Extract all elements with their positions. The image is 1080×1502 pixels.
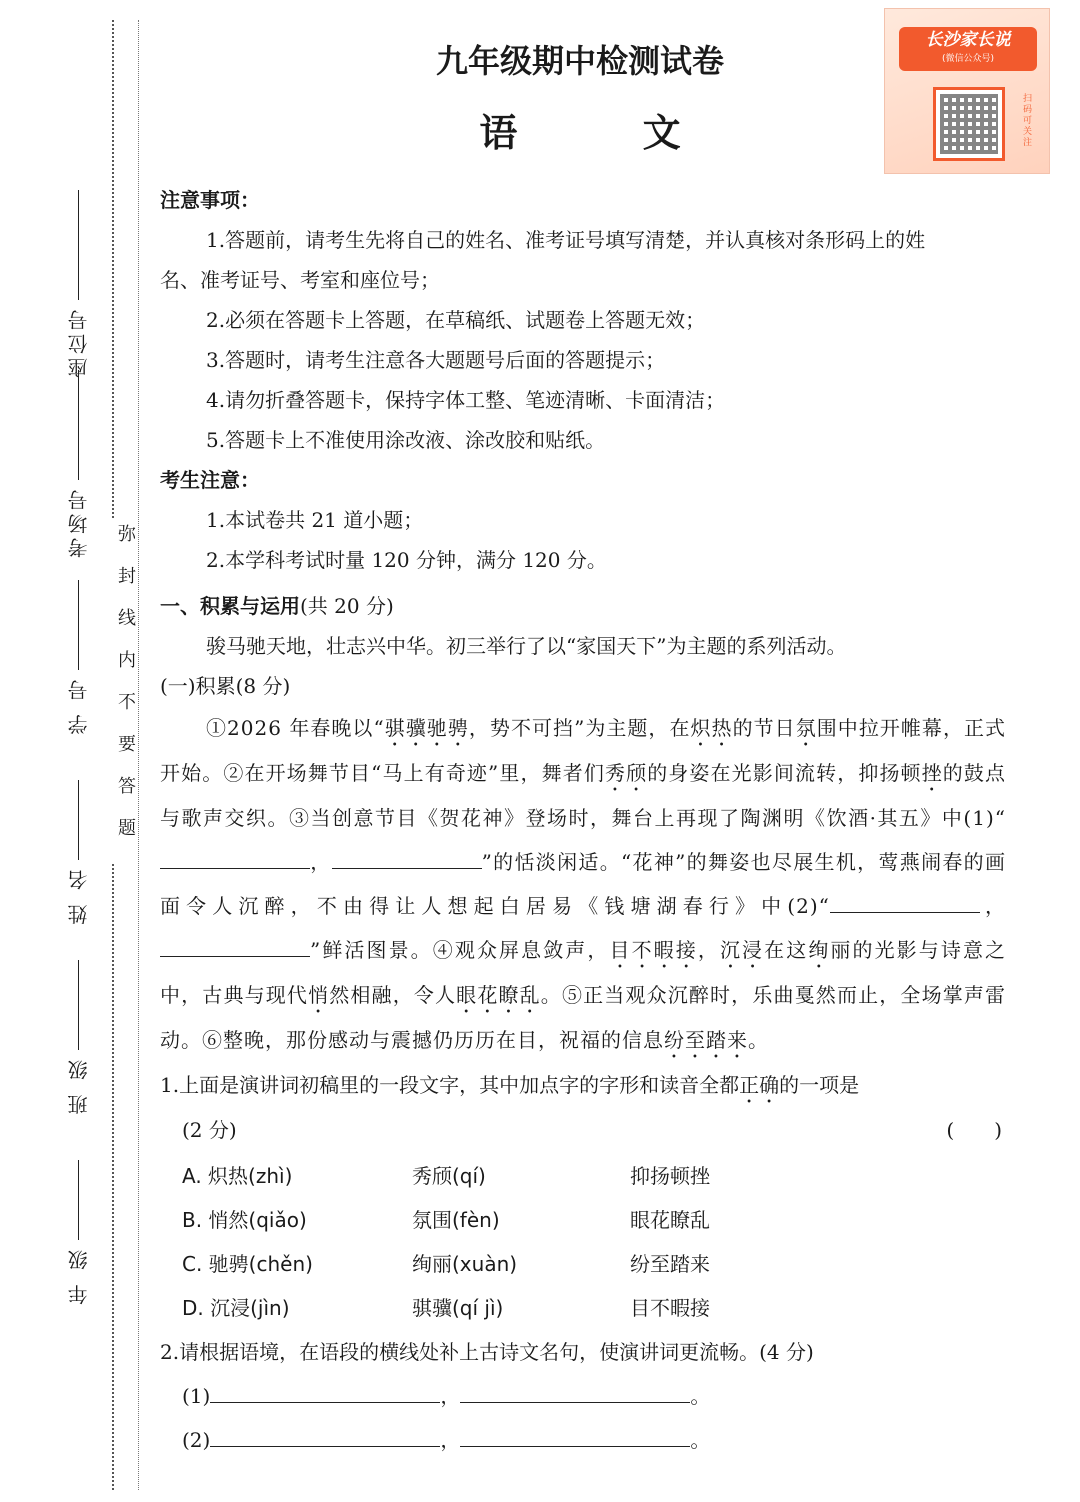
field-seat-number[interactable]: 座位号 <box>58 190 98 384</box>
dotted-text: 眼花瞭乱 <box>456 983 541 1007</box>
answer-row-2: (2) ， 。 <box>160 1418 1006 1462</box>
answer-blank[interactable] <box>210 1379 440 1403</box>
section-title: 一、积累与运用 <box>160 594 300 618</box>
question-2: 2.请根据语境，在语段的横线处补上古诗文名句，使演讲词更流畅。(4 分) <box>160 1340 814 1364</box>
question-score: (2 分) <box>182 1118 237 1142</box>
dotted-text: 正确 <box>739 1073 780 1097</box>
dotted-text: 纷至踏来 <box>664 1028 748 1052</box>
answer-paren[interactable]: ( ) <box>946 1118 1002 1142</box>
seal-warning: 弥封线内不要答题 <box>112 520 138 864</box>
seal-line-inner <box>138 20 139 1490</box>
exam-subject: 语 文 <box>479 111 737 155</box>
sub-heading: (一)积累(8 分) <box>160 674 291 698</box>
field-student-number[interactable]: 学 号 <box>58 580 98 740</box>
candidate-heading: 考生注意： <box>160 468 260 492</box>
notice-item: 5.答题卡上不准使用涂改液、涂改胶和贴纸。 <box>206 428 606 452</box>
field-exam-room[interactable]: 考场号 <box>58 370 98 564</box>
notice-item: 3.答题时，请考生注意各大题题号后面的答题提示； <box>206 348 666 372</box>
exam-content <box>160 180 1006 1462</box>
answer-blank[interactable] <box>210 1423 440 1447</box>
field-grade[interactable]: 年 级 <box>58 1160 98 1310</box>
dotted-text: 悄 <box>308 983 330 1007</box>
brand-sub: (微信公众号) <box>941 54 995 64</box>
notice-item: 4.请勿折叠答题卡，保持字体工整、笔迹清晰、卡面清洁； <box>206 388 726 412</box>
dotted-text: 绚 <box>808 938 831 962</box>
candidate-item: 2.本学科考试时量 120 分钟，满分 120 分。 <box>206 548 607 572</box>
notice-heading: 注意事项： <box>160 188 260 212</box>
fill-blank-2a[interactable] <box>830 889 980 913</box>
answer-blank[interactable] <box>460 1423 690 1447</box>
question-1: 1.上面是演讲词初稿里的一段文字，其中加点字的字形和读音全都正确的一项是 <box>160 1073 860 1097</box>
field-name[interactable]: 姓 名 <box>58 780 98 930</box>
dotted-text: 骐骥驰骋 <box>384 716 469 740</box>
notice-item: 名、准考证号、考室和座位号； <box>160 268 440 292</box>
dotted-text: 挫 <box>921 761 943 785</box>
dotted-text: 目不暇接 <box>609 938 698 962</box>
notice-item: 2.必须在答题卡上答题，在草稿纸、试题卷上答题无效； <box>206 308 706 332</box>
section-score: (共 20 分) <box>300 594 394 618</box>
brand-name: 长沙家长说 <box>925 30 1011 50</box>
dotted-text: 氛 <box>795 716 817 740</box>
section-heading <box>160 586 1006 626</box>
dotted-text: 炽热 <box>690 716 733 740</box>
option-b[interactable]: B. 悄然(qiǎo) 氛围(fèn) 眼花瞭乱 <box>182 1208 710 1232</box>
dotted-text: 秀颀 <box>604 761 648 785</box>
option-d[interactable]: D. 沉浸(jìn) 骐骥(qí jì) 目不暇接 <box>182 1296 710 1320</box>
option-a[interactable]: A. 炽热(zhì) 秀颀(qí) 抑扬顿挫 <box>182 1164 710 1188</box>
option-c[interactable]: C. 驰骋(chěn) 绚丽(xuàn) 纷至踏来 <box>182 1252 710 1276</box>
fill-blank-2b[interactable] <box>160 933 310 957</box>
scan-hint: 扫码可关注 <box>1021 93 1031 148</box>
notice-item: 1.答题前，请考生先将自己的姓名、准考证号填写清楚，并认真核对条形码上的姓 <box>206 228 926 252</box>
dotted-text: 沉浸 <box>719 938 765 962</box>
reading-passage: ①2026 年春晚以“骐骥驰骋，势不可挡”为主题，在炽热的节日氛围中拉开帷幕，正式开始。②在开场舞节目“马上有奇迹”里，舞者们秀颀的身姿在光影间流转，抑扬顿挫的鼓点与歌声交织。③当创意节目《贺花神》登场时，舞台上再现了陶渊明《饮酒·其五》中(1)“， ”的恬淡闲适。“花神”的舞姿也尽展生机，莺燕闹春的画面令人沉醉，不由得让人想起白居易《钱塘湖春行》中(2)“ ，”鲜活图景。④观众屏息敛声，目不暇接，沉浸在这绚丽的光影与诗意之中，古典与现代悄然相融，令人眼花瞭乱。⑤正当观众沉醉时，乐曲戛然而止，全场掌声雷动。⑥整晚，那份感动与震撼仍历历在目，祝福的信息纷至踏来。 <box>160 716 1007 1052</box>
fill-blank-1b[interactable] <box>332 845 482 869</box>
section-intro: 骏马驰天地，壮志兴中华。初三举行了以“家国天下”为主题的系列活动。 <box>206 634 847 658</box>
answer-row-1: (1) ， 。 <box>160 1374 1006 1418</box>
field-class[interactable]: 班 级 <box>58 960 98 1120</box>
candidate-item: 1.本试卷共 21 道小题； <box>206 508 424 532</box>
binding-margin <box>0 0 150 1502</box>
fill-blank-1a[interactable] <box>160 845 310 869</box>
question-1-score-row <box>160 1108 1006 1152</box>
options-list <box>160 1154 1006 1330</box>
exam-title: 九年级期中检测试卷 <box>435 42 724 80</box>
answer-blank[interactable] <box>460 1379 690 1403</box>
